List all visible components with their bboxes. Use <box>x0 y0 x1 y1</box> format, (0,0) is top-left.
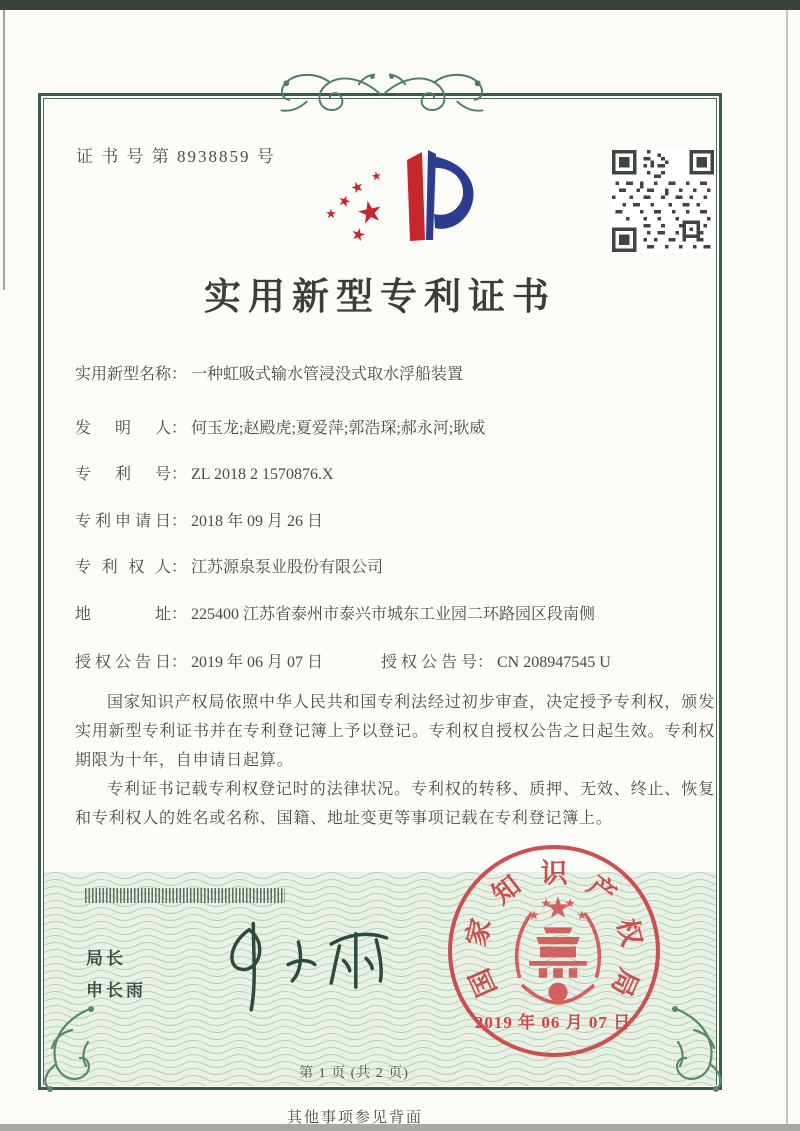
seal-char: 家 <box>460 915 497 949</box>
svg-text:★: ★ <box>347 176 367 199</box>
corner-flourish-right-icon <box>666 1002 738 1094</box>
field-label: 专利权人 <box>75 559 171 576</box>
field-value: 225400 江苏省泰州市泰兴市城东工业园二环路园区段南侧 <box>191 606 596 623</box>
colon: ： <box>171 559 188 576</box>
colon: ： <box>171 420 188 437</box>
field-row-patentee <box>75 555 383 580</box>
seal-char: 权 <box>611 915 648 949</box>
colon: ： <box>477 654 494 671</box>
colon: ： <box>171 654 188 671</box>
commissioner-title: 局长 <box>86 949 126 968</box>
commissioner-signature-autograph <box>200 910 405 1015</box>
seal-date: 2019 年 06 月 07 日 <box>474 1013 632 1032</box>
field-label: 地址 <box>75 606 171 623</box>
footer-note: 其他事项参见背面 <box>286 1110 423 1126</box>
field-row-filing-date <box>75 509 323 534</box>
scan-edge-top <box>0 0 800 10</box>
legal-paragraph-1: 国家知识产权局依照中华人民共和国专利法经过初步审查，决定授予专利权，颁发实用新型专利证书并在专利登记簿上予以登记。专利权自授权公告之日起生效。专利权期限为十年，自申请日起算。 <box>75 694 715 769</box>
qr-code <box>612 150 714 252</box>
seal-char: 知 <box>486 869 527 911</box>
field-label: 授权公告日 <box>75 654 171 671</box>
colon: ： <box>171 466 188 483</box>
seal-char: 国 <box>464 964 503 1001</box>
svg-text:★: ★ <box>370 168 383 184</box>
colon: ： <box>171 513 188 530</box>
grant-no-value: CN 208947545 U <box>497 654 611 671</box>
field-row-patent-no <box>75 462 334 487</box>
field-value: 江苏源泉泵业股份有限公司 <box>191 559 384 576</box>
scan-edge-left <box>3 10 5 290</box>
page-number: 第 1 页 (共 2 页) <box>299 1066 409 1081</box>
commissioner-name: 申长雨 <box>86 981 146 1000</box>
field-row-address <box>75 602 595 627</box>
svg-text:★: ★ <box>348 223 369 247</box>
field-value: 何玉龙;赵殿虎;夏爱萍;郭浩琛;郝永河;耿威 <box>191 420 486 437</box>
field-label: 实用新型名称 <box>75 366 172 383</box>
field-label: 专利申请日 <box>75 513 171 530</box>
svg-text:★: ★ <box>325 207 337 222</box>
field-row-inventors <box>75 416 485 441</box>
barcode <box>85 888 285 903</box>
field-label: 授权公告号 <box>381 654 477 671</box>
seal-char: 产 <box>581 869 622 911</box>
field-label: 发明人 <box>75 420 171 437</box>
seal-char: 局 <box>605 964 644 1001</box>
svg-text:★: ★ <box>353 192 387 233</box>
grant-date-value: 2019 年 06 月 07 日 <box>191 654 324 671</box>
field-value: ZL 2018 2 1570876.X <box>191 466 334 483</box>
legal-text <box>75 688 715 833</box>
cnipa-logo-icon <box>315 140 480 258</box>
field-row-name <box>75 362 463 387</box>
field-value: 一种虹吸式输水管浸没式取水浮船装置 <box>191 366 464 383</box>
seal-char: 识 <box>540 858 568 889</box>
certificate-title: 实用新型专利证书 <box>204 277 556 318</box>
colon: ： <box>171 366 188 383</box>
colon: ： <box>171 606 188 623</box>
certificate-number: 证 书 号 第 8938859 号 <box>76 147 276 166</box>
field-label: 专利号 <box>75 466 171 483</box>
dragon-scroll-ornament-icon <box>266 66 498 120</box>
svg-text:★: ★ <box>335 190 354 212</box>
field-value: 2018 年 09 月 26 日 <box>191 513 324 530</box>
legal-paragraph-2: 专利证书记载专利权登记时的法律状况。专利权的转移、质押、无效、终止、恢复和专利权人的姓名或名称、国籍、地址变更等事项记载在专利登记簿上。 <box>75 781 715 827</box>
scan-edge-right <box>786 10 788 1124</box>
field-row-grant <box>75 650 611 675</box>
